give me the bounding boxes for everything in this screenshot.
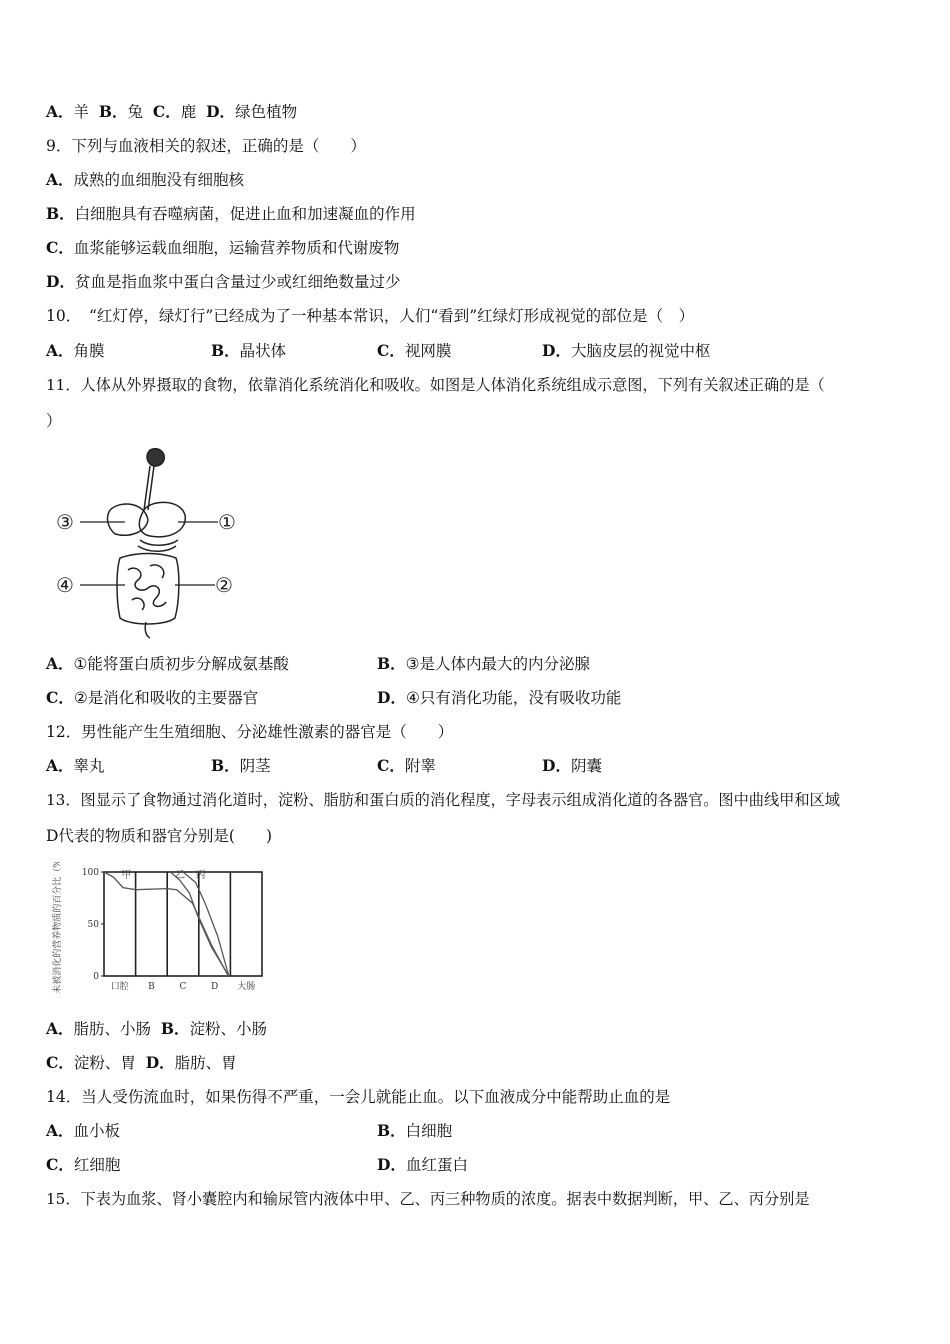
q14-option-b: B．白细胞 <box>377 1121 453 1140</box>
digestive-system-diagram <box>50 440 250 640</box>
series-line-丙 <box>183 872 229 976</box>
q9-option-c: C．血浆能够运载血细胞，运输营养物质和代谢废物 <box>46 238 400 257</box>
x-category-label: C <box>179 982 187 992</box>
label-3: ③ <box>56 510 74 534</box>
label-1: ① <box>218 510 236 534</box>
chart-axes <box>104 872 262 976</box>
q11-option-c: C．②是消化和吸收的主要器官 <box>46 688 259 707</box>
q13-stem-line2: D代表的物质和器官分别是( ) <box>46 827 273 845</box>
chart-frame <box>104 872 262 976</box>
q10-stem: 10． “红灯停，绿灯行”已经成为了一种基本常识，人们“看到”红绿灯形成视觉的部位是（ ） <box>46 307 695 325</box>
q11-option-d: D．④只有消化功能，没有吸收功能 <box>377 688 622 707</box>
chart-series-labels <box>121 869 205 881</box>
q12-stem: 12．男性能产生生殖细胞、分泌雄性激素的器官是（ ） <box>46 723 454 741</box>
q9-option-d: D．贫血是指血浆中蛋白含量过少或红细绝数量过少 <box>46 272 401 291</box>
q13-stem-line1: 13．图显示了食物通过消化道时，淀粉、脂肪和蛋白质的消化程度，字母表示组成消化道的各器官。图中曲线甲和区域 <box>46 791 840 809</box>
q9-stem: 9．下列与血液相关的叙述，正确的是（ ） <box>46 137 366 155</box>
y-tick-label: 0 <box>93 972 99 982</box>
digestion-chart-figure <box>46 862 276 1002</box>
series-label-甲: 甲 <box>121 870 132 882</box>
x-category-label: 口腔 <box>110 982 129 992</box>
label-2: ② <box>215 573 233 597</box>
y-tick-label: 50 <box>87 920 99 930</box>
q10-option-c: C．视网膜 <box>377 341 452 360</box>
chart-ylabel: 未被消化的营养物质的百分比（%） <box>53 862 63 994</box>
q13-options-row2: C．淀粉、胃 D．脂肪、胃 <box>46 1053 237 1072</box>
digestive-system-figure <box>50 440 250 640</box>
q11-option-b: B．③是人体内最大的内分泌腺 <box>377 654 591 673</box>
q12-option-b: B．阴茎 <box>211 756 271 775</box>
y-tick-label: 100 <box>81 868 99 878</box>
x-category-label: D <box>210 982 219 992</box>
q15-stem: 15．下表为血浆、肾小囊腔内和输尿管内液体中甲、乙、丙三种物质的浓度。据表中数据判断，甲、乙、丙分别是 <box>46 1190 810 1208</box>
q8-options: A．羊 B．兔 C．鹿 D．绿色植物 <box>46 102 298 121</box>
q10-option-b: B．晶状体 <box>211 341 287 360</box>
q14-option-c: C．红细胞 <box>46 1155 121 1174</box>
x-category-label: 大肠 <box>237 982 256 992</box>
x-category-label: B <box>148 982 155 992</box>
q9-option-b: B．白细胞具有吞噬病菌，促进止血和加速凝血的作用 <box>46 204 416 223</box>
q14-option-a: A．血小板 <box>46 1121 121 1140</box>
q10-option-d: D．大脑皮层的视觉中枢 <box>542 341 711 360</box>
q14-stem: 14．当人受伤流血时，如果伤得不严重，一会儿就能止血。以下血液成分中能帮助止血的是 <box>46 1088 671 1106</box>
q11-option-a: A．①能将蛋白质初步分解成氨基酸 <box>46 654 289 673</box>
q12-option-c: C．附睾 <box>377 756 436 775</box>
series-label-丙: 丙 <box>195 870 206 882</box>
q12-option-a: A．睾丸 <box>46 756 105 775</box>
q14-option-d: D．血红蛋白 <box>377 1155 468 1174</box>
series-label-乙: 乙 <box>175 870 186 882</box>
q11-stem-line2: ） <box>46 412 62 430</box>
q13-options-row1: A．脂肪、小肠 B．淀粉、小肠 <box>46 1019 268 1038</box>
chart-categories <box>111 980 255 992</box>
q11-stem-line1: 11．人体从外界摄取的食物，依靠消化系统消化和吸收。如图是人体消化系统组成示意图，下列有关叙述正确的是（ <box>46 376 825 394</box>
q12-option-d: D．阴囊 <box>542 756 602 775</box>
q9-option-a: A．成熟的血细胞没有细胞核 <box>46 170 245 189</box>
digestion-chart <box>46 862 276 1002</box>
series-line-甲 <box>104 872 227 974</box>
chart-ticks <box>82 868 104 982</box>
q10-option-a: A．角膜 <box>46 341 105 360</box>
label-4: ④ <box>56 573 74 597</box>
